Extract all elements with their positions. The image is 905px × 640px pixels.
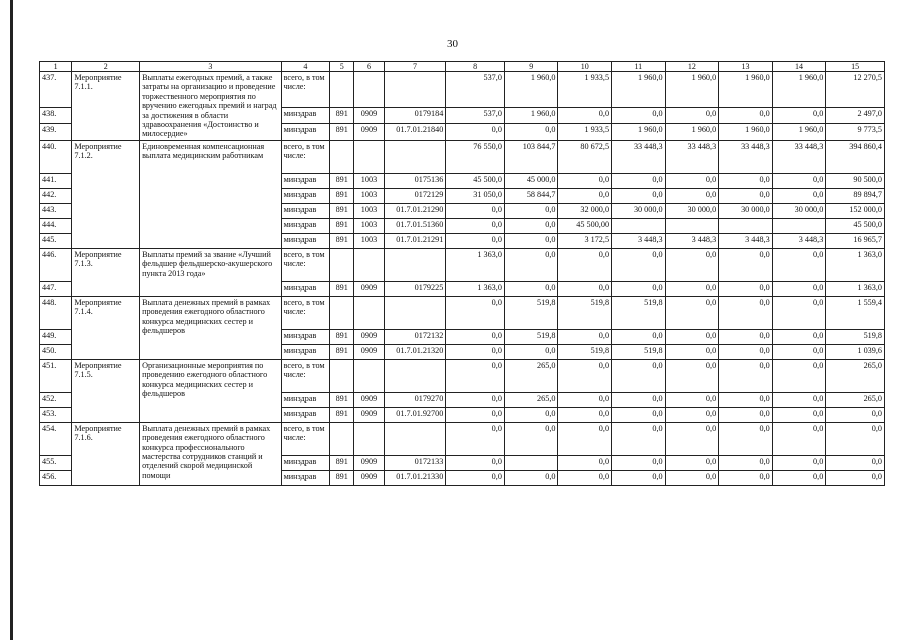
amount-cell: 30 000,0 xyxy=(772,203,826,218)
column-number-cell: 12 xyxy=(665,62,719,72)
amount-cell: 0,0 xyxy=(772,188,826,203)
amount-cell: 0,0 xyxy=(446,233,505,248)
amount-cell: 0,0 xyxy=(504,248,558,281)
code-cell: 891 xyxy=(330,407,354,422)
amount-cell: 265,0 xyxy=(826,359,885,392)
section-code-cell: 1003 xyxy=(354,218,384,233)
amount-cell: 1 933,5 xyxy=(558,124,612,140)
amount-cell: 0,0 xyxy=(719,248,773,281)
amount-cell: 76 550,0 xyxy=(446,140,505,173)
section-code-cell: 0909 xyxy=(354,470,384,485)
amount-cell: 1 960,0 xyxy=(719,124,773,140)
amount-cell: 519,8 xyxy=(558,296,612,329)
amount-cell: 0,0 xyxy=(612,173,666,188)
row-number-cell: 452. xyxy=(40,392,72,407)
amount-cell: 0,0 xyxy=(719,344,773,359)
budget-table xyxy=(39,61,885,486)
amount-cell: 0,0 xyxy=(719,470,773,485)
amount-cell: 0,0 xyxy=(504,470,558,485)
amount-cell: 0,0 xyxy=(504,407,558,422)
row-number-cell: 447. xyxy=(40,281,72,296)
row-number-cell: 445. xyxy=(40,233,72,248)
amount-cell: 0,0 xyxy=(504,218,558,233)
amount-cell: 519,8 xyxy=(504,296,558,329)
section-code-cell: 0909 xyxy=(354,124,384,140)
amount-cell: 0,0 xyxy=(558,470,612,485)
amount-cell: 0,0 xyxy=(558,248,612,281)
amount-cell: 0,0 xyxy=(446,344,505,359)
amount-cell: 0,0 xyxy=(665,422,719,455)
row-number-cell: 438. xyxy=(40,108,72,124)
amount-cell: 0,0 xyxy=(612,248,666,281)
amount-cell: 265,0 xyxy=(504,359,558,392)
target-article-cell: 01.7.01.92700 xyxy=(384,407,446,422)
amount-cell: 1 960,0 xyxy=(612,72,666,108)
table-row xyxy=(40,422,885,455)
amount-cell: 0,0 xyxy=(558,455,612,470)
column-number-cell: 9 xyxy=(504,62,558,72)
section-code-cell xyxy=(354,422,384,455)
amount-cell: 0,0 xyxy=(612,470,666,485)
row-number-cell: 450. xyxy=(40,344,72,359)
executor-cell: минздрав xyxy=(281,233,330,248)
amount-cell: 0,0 xyxy=(719,407,773,422)
amount-cell: 0,0 xyxy=(772,470,826,485)
code-cell: 891 xyxy=(330,344,354,359)
row-number-cell: 443. xyxy=(40,203,72,218)
amount-cell: 0,0 xyxy=(719,329,773,344)
amount-cell: 0,0 xyxy=(665,407,719,422)
amount-cell: 33 448,3 xyxy=(772,140,826,173)
target-article-cell: 01.7.01.21291 xyxy=(384,233,446,248)
section-code-cell xyxy=(354,359,384,392)
amount-cell: 3 448,3 xyxy=(772,233,826,248)
column-number-cell: 6 xyxy=(354,62,384,72)
row-number-cell: 454. xyxy=(40,422,72,455)
amount-cell: 1 933,5 xyxy=(558,72,612,108)
section-code-cell xyxy=(354,140,384,173)
code-cell: 891 xyxy=(330,233,354,248)
amount-cell: 0,0 xyxy=(612,329,666,344)
amount-cell: 0,0 xyxy=(504,281,558,296)
row-number-cell: 446. xyxy=(40,248,72,281)
row-number-cell: 453. xyxy=(40,407,72,422)
section-code-cell xyxy=(354,248,384,281)
amount-cell: 265,0 xyxy=(504,392,558,407)
amount-cell: 90 500,0 xyxy=(826,173,885,188)
amount-cell: 394 860,4 xyxy=(826,140,885,173)
amount-cell: 0,0 xyxy=(504,422,558,455)
event-name-cell: Мероприятие 7.1.1. xyxy=(72,72,140,141)
row-number-cell: 448. xyxy=(40,296,72,329)
amount-cell: 0,0 xyxy=(504,344,558,359)
amount-cell: 0,0 xyxy=(446,422,505,455)
amount-cell: 0,0 xyxy=(558,359,612,392)
amount-cell: 1 960,0 xyxy=(665,124,719,140)
amount-cell: 0,0 xyxy=(772,344,826,359)
target-article-cell: 0175136 xyxy=(384,173,446,188)
amount-cell: 0,0 xyxy=(665,329,719,344)
amount-cell: 0,0 xyxy=(665,173,719,188)
column-number-cell: 15 xyxy=(826,62,885,72)
amount-cell: 0,0 xyxy=(665,359,719,392)
section-code-cell: 0909 xyxy=(354,344,384,359)
amount-cell: 80 672,5 xyxy=(558,140,612,173)
row-number-cell: 440. xyxy=(40,140,72,173)
amount-cell: 0,0 xyxy=(558,392,612,407)
amount-cell: 30 000,0 xyxy=(719,203,773,218)
amount-cell: 519,8 xyxy=(612,344,666,359)
code-cell xyxy=(330,296,354,329)
event-name-cell: Мероприятие 7.1.5. xyxy=(72,359,140,422)
code-cell: 891 xyxy=(330,329,354,344)
target-article-cell: 0172132 xyxy=(384,329,446,344)
amount-cell: 519,8 xyxy=(558,344,612,359)
executor-cell: минздрав xyxy=(281,173,330,188)
amount-cell: 1 960,0 xyxy=(504,108,558,124)
executor-cell: всего, в том числе: xyxy=(281,422,330,455)
target-article-cell xyxy=(384,422,446,455)
amount-cell xyxy=(504,455,558,470)
amount-cell: 33 448,3 xyxy=(665,140,719,173)
amount-cell: 33 448,3 xyxy=(719,140,773,173)
code-cell xyxy=(330,359,354,392)
scan-edge-line xyxy=(10,0,13,640)
amount-cell: 30 000,0 xyxy=(665,203,719,218)
amount-cell: 0,0 xyxy=(665,344,719,359)
amount-cell: 1 960,0 xyxy=(665,72,719,108)
executor-cell: минздрав xyxy=(281,108,330,124)
amount-cell: 0,0 xyxy=(665,281,719,296)
amount-cell: 0,0 xyxy=(612,407,666,422)
amount-cell: 0,0 xyxy=(446,329,505,344)
amount-cell: 0,0 xyxy=(446,470,505,485)
code-cell xyxy=(330,140,354,173)
column-number-row xyxy=(40,62,885,72)
amount-cell: 0,0 xyxy=(719,422,773,455)
amount-cell: 0,0 xyxy=(558,108,612,124)
amount-cell: 1 960,0 xyxy=(504,72,558,108)
target-article-cell: 01.7.01.21290 xyxy=(384,203,446,218)
amount-cell: 1 960,0 xyxy=(772,72,826,108)
executor-cell: всего, в том числе: xyxy=(281,72,330,108)
amount-cell: 3 448,3 xyxy=(612,233,666,248)
executor-cell: минздрав xyxy=(281,124,330,140)
page-number: 30 xyxy=(447,38,458,50)
section-code-cell: 1003 xyxy=(354,203,384,218)
amount-cell: 0,0 xyxy=(558,173,612,188)
amount-cell: 0,0 xyxy=(558,422,612,455)
event-description-cell: Выплаты премий за звание «Лучший фельдшер фельдшерско-акушерского пункта 2013 года» xyxy=(140,248,282,296)
executor-cell: минздрав xyxy=(281,188,330,203)
executor-cell: минздрав xyxy=(281,329,330,344)
amount-cell: 1 363,0 xyxy=(826,281,885,296)
executor-cell: минздрав xyxy=(281,470,330,485)
target-article-cell: 01.7.01.51360 xyxy=(384,218,446,233)
section-code-cell: 0909 xyxy=(354,329,384,344)
target-article-cell xyxy=(384,248,446,281)
amount-cell xyxy=(719,218,773,233)
event-description-cell: Организационные мероприятия по проведению ежегодного областного конкурса медицинских сестер и фельдшеров xyxy=(140,359,282,422)
section-code-cell: 0909 xyxy=(354,281,384,296)
amount-cell: 0,0 xyxy=(772,296,826,329)
amount-cell: 0,0 xyxy=(446,203,505,218)
executor-cell: минздрав xyxy=(281,344,330,359)
amount-cell: 0,0 xyxy=(504,124,558,140)
amount-cell: 0,0 xyxy=(772,422,826,455)
column-number-cell: 8 xyxy=(446,62,505,72)
amount-cell: 0,0 xyxy=(612,359,666,392)
section-code-cell: 1003 xyxy=(354,233,384,248)
amount-cell: 0,0 xyxy=(665,455,719,470)
amount-cell: 537,0 xyxy=(446,72,505,108)
amount-cell: 45 000,0 xyxy=(504,173,558,188)
amount-cell: 58 844,7 xyxy=(504,188,558,203)
amount-cell: 89 894,7 xyxy=(826,188,885,203)
table-row xyxy=(40,248,885,281)
amount-cell: 1 363,0 xyxy=(826,248,885,281)
amount-cell: 0,0 xyxy=(772,173,826,188)
amount-cell: 0,0 xyxy=(446,124,505,140)
executor-cell: минздрав xyxy=(281,455,330,470)
event-description-cell: Единовременная компенсационная выплата медицинским работникам xyxy=(140,140,282,248)
amount-cell: 9 773,5 xyxy=(826,124,885,140)
row-number-cell: 455. xyxy=(40,455,72,470)
code-cell: 891 xyxy=(330,124,354,140)
executor-cell: всего, в том числе: xyxy=(281,248,330,281)
amount-cell: 0,0 xyxy=(772,359,826,392)
column-number-cell: 2 xyxy=(72,62,140,72)
column-number-cell: 7 xyxy=(384,62,446,72)
amount-cell: 0,0 xyxy=(558,281,612,296)
amount-cell: 519,8 xyxy=(826,329,885,344)
column-number-cell: 11 xyxy=(612,62,666,72)
amount-cell: 30 000,0 xyxy=(612,203,666,218)
code-cell xyxy=(330,422,354,455)
code-cell: 891 xyxy=(330,470,354,485)
amount-cell: 0,0 xyxy=(772,407,826,422)
amount-cell: 0,0 xyxy=(719,392,773,407)
event-name-cell: Мероприятие 7.1.3. xyxy=(72,248,140,296)
code-cell: 891 xyxy=(330,108,354,124)
amount-cell: 0,0 xyxy=(504,233,558,248)
amount-cell: 0,0 xyxy=(446,455,505,470)
amount-cell: 1 960,0 xyxy=(772,124,826,140)
section-code-cell xyxy=(354,296,384,329)
target-article-cell: 0179184 xyxy=(384,108,446,124)
target-article-cell: 0172129 xyxy=(384,188,446,203)
amount-cell: 0,0 xyxy=(665,108,719,124)
amount-cell: 0,0 xyxy=(719,455,773,470)
amount-cell: 0,0 xyxy=(446,392,505,407)
amount-cell: 1 039,6 xyxy=(826,344,885,359)
amount-cell: 0,0 xyxy=(558,188,612,203)
event-name-cell: Мероприятие 7.1.6. xyxy=(72,422,140,485)
executor-cell: минздрав xyxy=(281,218,330,233)
amount-cell: 3 448,3 xyxy=(719,233,773,248)
amount-cell: 0,0 xyxy=(558,407,612,422)
target-article-cell xyxy=(384,140,446,173)
amount-cell: 0,0 xyxy=(772,392,826,407)
section-code-cell: 0909 xyxy=(354,455,384,470)
amount-cell: 537,0 xyxy=(446,108,505,124)
amount-cell: 33 448,3 xyxy=(612,140,666,173)
amount-cell: 45 500,0 xyxy=(826,218,885,233)
amount-cell: 0,0 xyxy=(719,281,773,296)
amount-cell: 0,0 xyxy=(772,281,826,296)
target-article-cell: 0179270 xyxy=(384,392,446,407)
table-row xyxy=(40,72,885,108)
amount-cell: 103 844,7 xyxy=(504,140,558,173)
amount-cell: 0,0 xyxy=(504,203,558,218)
amount-cell xyxy=(772,218,826,233)
code-cell: 891 xyxy=(330,188,354,203)
amount-cell: 152 000,0 xyxy=(826,203,885,218)
executor-cell: минздрав xyxy=(281,407,330,422)
column-number-cell: 5 xyxy=(330,62,354,72)
amount-cell: 0,0 xyxy=(446,359,505,392)
amount-cell: 0,0 xyxy=(446,407,505,422)
column-number-cell: 4 xyxy=(281,62,330,72)
row-number-cell: 449. xyxy=(40,329,72,344)
amount-cell: 0,0 xyxy=(612,281,666,296)
amount-cell: 0,0 xyxy=(558,329,612,344)
executor-cell: всего, в том числе: xyxy=(281,140,330,173)
event-name-cell: Мероприятие 7.1.2. xyxy=(72,140,140,248)
executor-cell: всего, в том числе: xyxy=(281,359,330,392)
column-number-cell: 1 xyxy=(40,62,72,72)
amount-cell: 0,0 xyxy=(719,173,773,188)
row-number-cell: 456. xyxy=(40,470,72,485)
target-article-cell xyxy=(384,72,446,108)
amount-cell: 0,0 xyxy=(826,407,885,422)
code-cell: 891 xyxy=(330,203,354,218)
amount-cell: 45 500,0 xyxy=(446,173,505,188)
target-article-cell: 01.7.01.21840 xyxy=(384,124,446,140)
amount-cell: 0,0 xyxy=(826,455,885,470)
section-code-cell: 0909 xyxy=(354,392,384,407)
amount-cell xyxy=(665,218,719,233)
code-cell: 891 xyxy=(330,173,354,188)
amount-cell: 1 363,0 xyxy=(446,248,505,281)
section-code-cell xyxy=(354,72,384,108)
column-number-cell: 3 xyxy=(140,62,282,72)
target-article-cell xyxy=(384,296,446,329)
target-article-cell: 0172133 xyxy=(384,455,446,470)
executor-cell: минздрав xyxy=(281,281,330,296)
amount-cell: 45 500,00 xyxy=(558,218,612,233)
target-article-cell: 01.7.01.21320 xyxy=(384,344,446,359)
amount-cell: 0,0 xyxy=(665,392,719,407)
amount-cell: 0,0 xyxy=(772,248,826,281)
amount-cell: 1 960,0 xyxy=(719,72,773,108)
amount-cell: 0,0 xyxy=(612,422,666,455)
amount-cell: 519,8 xyxy=(612,296,666,329)
column-number-cell: 14 xyxy=(772,62,826,72)
executor-cell: всего, в том числе: xyxy=(281,296,330,329)
amount-cell: 0,0 xyxy=(665,188,719,203)
amount-cell: 0,0 xyxy=(665,470,719,485)
column-number-cell: 13 xyxy=(719,62,773,72)
amount-cell: 519,8 xyxy=(504,329,558,344)
row-number-cell: 439. xyxy=(40,124,72,140)
section-code-cell: 0909 xyxy=(354,407,384,422)
event-name-cell: Мероприятие 7.1.4. xyxy=(72,296,140,359)
section-code-cell: 0909 xyxy=(354,108,384,124)
amount-cell: 0,0 xyxy=(446,296,505,329)
section-code-cell: 1003 xyxy=(354,188,384,203)
code-cell xyxy=(330,248,354,281)
table-row xyxy=(40,359,885,392)
amount-cell: 0,0 xyxy=(719,108,773,124)
amount-cell: 1 363,0 xyxy=(446,281,505,296)
amount-cell: 0,0 xyxy=(665,296,719,329)
amount-cell: 1 960,0 xyxy=(612,124,666,140)
amount-cell: 1 559,4 xyxy=(826,296,885,329)
column-number-cell: 10 xyxy=(558,62,612,72)
amount-cell: 0,0 xyxy=(826,422,885,455)
amount-cell: 0,0 xyxy=(772,329,826,344)
amount-cell: 16 965,7 xyxy=(826,233,885,248)
amount-cell: 3 172,5 xyxy=(558,233,612,248)
target-article-cell: 0179225 xyxy=(384,281,446,296)
amount-cell: 0,0 xyxy=(772,455,826,470)
executor-cell: минздрав xyxy=(281,203,330,218)
amount-cell: 0,0 xyxy=(612,455,666,470)
executor-cell: минздрав xyxy=(281,392,330,407)
amount-cell xyxy=(612,218,666,233)
amount-cell: 0,0 xyxy=(612,108,666,124)
table-row xyxy=(40,140,885,173)
row-number-cell: 441. xyxy=(40,173,72,188)
amount-cell: 2 497,0 xyxy=(826,108,885,124)
amount-cell: 12 270,5 xyxy=(826,72,885,108)
amount-cell: 0,0 xyxy=(446,218,505,233)
amount-cell: 0,0 xyxy=(612,392,666,407)
event-description-cell: Выплаты ежегодных премий, а также затраты на организацию и проведение торжественного мероприятия по вручению ежегодных премий и наград за достижения в области здравоохранения «Достоинство и милосердие» xyxy=(140,72,282,141)
amount-cell: 0,0 xyxy=(719,359,773,392)
section-code-cell: 1003 xyxy=(354,173,384,188)
code-cell: 891 xyxy=(330,455,354,470)
amount-cell: 0,0 xyxy=(612,188,666,203)
event-description-cell: Выплата денежных премий в рамках проведения ежегодного областного конкурса медицинских сестер и фельдшеров xyxy=(140,296,282,359)
amount-cell: 0,0 xyxy=(665,248,719,281)
amount-cell: 0,0 xyxy=(826,470,885,485)
row-number-cell: 444. xyxy=(40,218,72,233)
amount-cell: 3 448,3 xyxy=(665,233,719,248)
code-cell: 891 xyxy=(330,392,354,407)
amount-cell: 31 050,0 xyxy=(446,188,505,203)
target-article-cell: 01.7.01.21330 xyxy=(384,470,446,485)
row-number-cell: 437. xyxy=(40,72,72,108)
row-number-cell: 451. xyxy=(40,359,72,392)
table-row xyxy=(40,296,885,329)
amount-cell: 265,0 xyxy=(826,392,885,407)
amount-cell: 0,0 xyxy=(719,296,773,329)
code-cell: 891 xyxy=(330,281,354,296)
target-article-cell xyxy=(384,359,446,392)
amount-cell: 0,0 xyxy=(772,108,826,124)
code-cell: 891 xyxy=(330,218,354,233)
code-cell xyxy=(330,72,354,108)
amount-cell: 32 000,0 xyxy=(558,203,612,218)
amount-cell: 0,0 xyxy=(719,188,773,203)
row-number-cell: 442. xyxy=(40,188,72,203)
event-description-cell: Выплата денежных премий в рамках проведения ежегодного областного конкурса профессионального мастерства сотрудников станций и отделений скорой медицинской помощи xyxy=(140,422,282,485)
